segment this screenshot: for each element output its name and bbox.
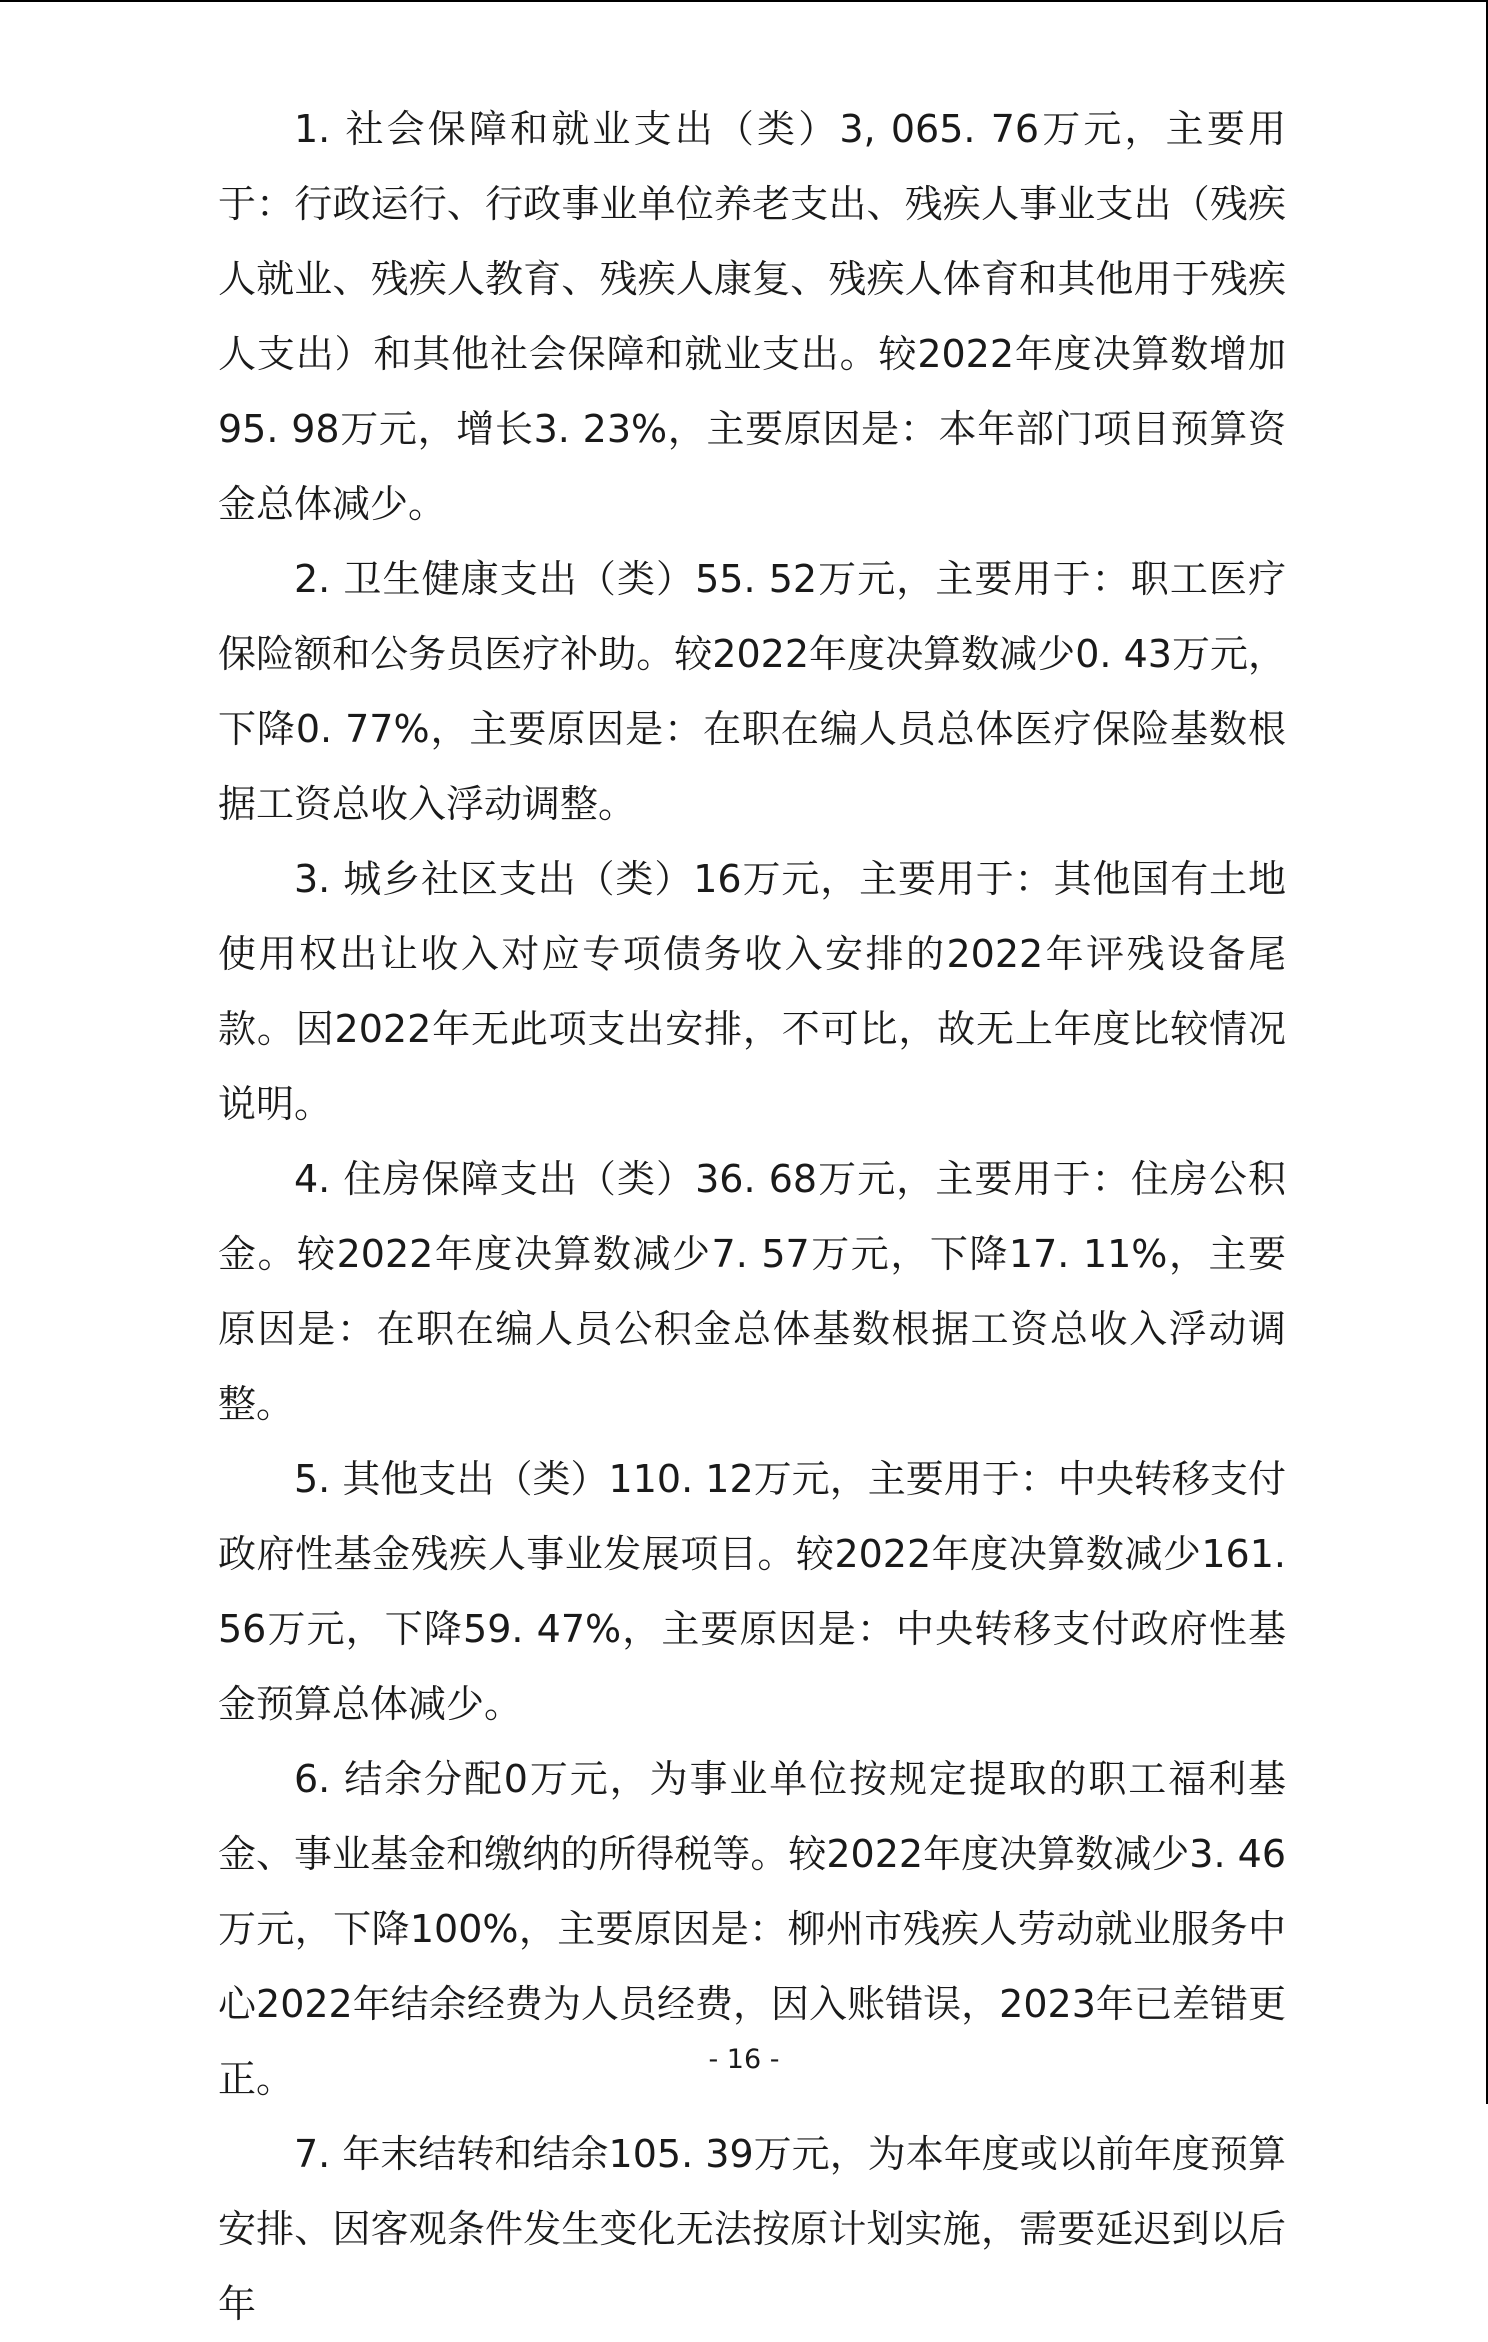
paragraph-other-expenditure: 5. 其他支出（类）110. 12万元，主要用于：中央转移支付政府性基金残疾人事业发展项目。较2022年度决算数减少161. 56万元，下降59. 47%，主要原因是：中央转移支付政府性基金预算总体减少。 — [218, 1457, 1286, 1726]
page-number: - 16 - — [708, 2044, 780, 2075]
paragraph-urban-rural: 3. 城乡社区支出（类）16万元，主要用于：其他国有土地使用权出让收入对应专项债务收入安排的2022年评残设备尾款。因2022年无此项支出安排，不可比，故无上年度比较情况说明。 — [218, 857, 1286, 1126]
document-body — [218, 92, 1286, 2342]
paragraph-surplus-distribution: 6. 结余分配0万元，为事业单位按规定提取的职工福利基金、事业基金和缴纳的所得税等。较2022年度决算数减少3. 46万元，下降100%，主要原因是：柳州市残疾人劳动就业服务中心2022年结余经费为人员经费，因入账错误，2023年已差错更正。 — [218, 1757, 1286, 2101]
paragraph-year-end-carryover: 7. 年末结转和结余105. 39万元，为本年度或以前年度预算安排、因客观条件发生变化无法按原计划实施，需要延迟到以后年 — [218, 2132, 1286, 2326]
paragraph-social-security: 1. 社会保障和就业支出（类）3, 065. 76万元，主要用于：行政运行、行政事业单位养老支出、残疾人事业支出（残疾人就业、残疾人教育、残疾人康复、残疾人体育和其他用于残疾人支出）和其他社会保障和就业支出。较2022年度决算数增加95. 98万元，增长3. 23%，主要原因是：本年部门项目预算资金总体减少。 — [218, 107, 1286, 526]
page-border-top — [0, 0, 1488, 2]
paragraph-housing: 4. 住房保障支出（类）36. 68万元，主要用于：住房公积金。较2022年度决算数减少7. 57万元，下降17. 11%，主要原因是：在职在编人员公积金总体基数根据工资总收入浮动调整。 — [218, 1157, 1286, 1426]
paragraph-health: 2. 卫生健康支出（类）55. 52万元，主要用于：职工医疗保险额和公务员医疗补助。较2022年度决算数减少0. 43万元，下降0. 77%，主要原因是：在职在编人员总体医疗保险基数根据工资总收入浮动调整。 — [218, 557, 1286, 826]
